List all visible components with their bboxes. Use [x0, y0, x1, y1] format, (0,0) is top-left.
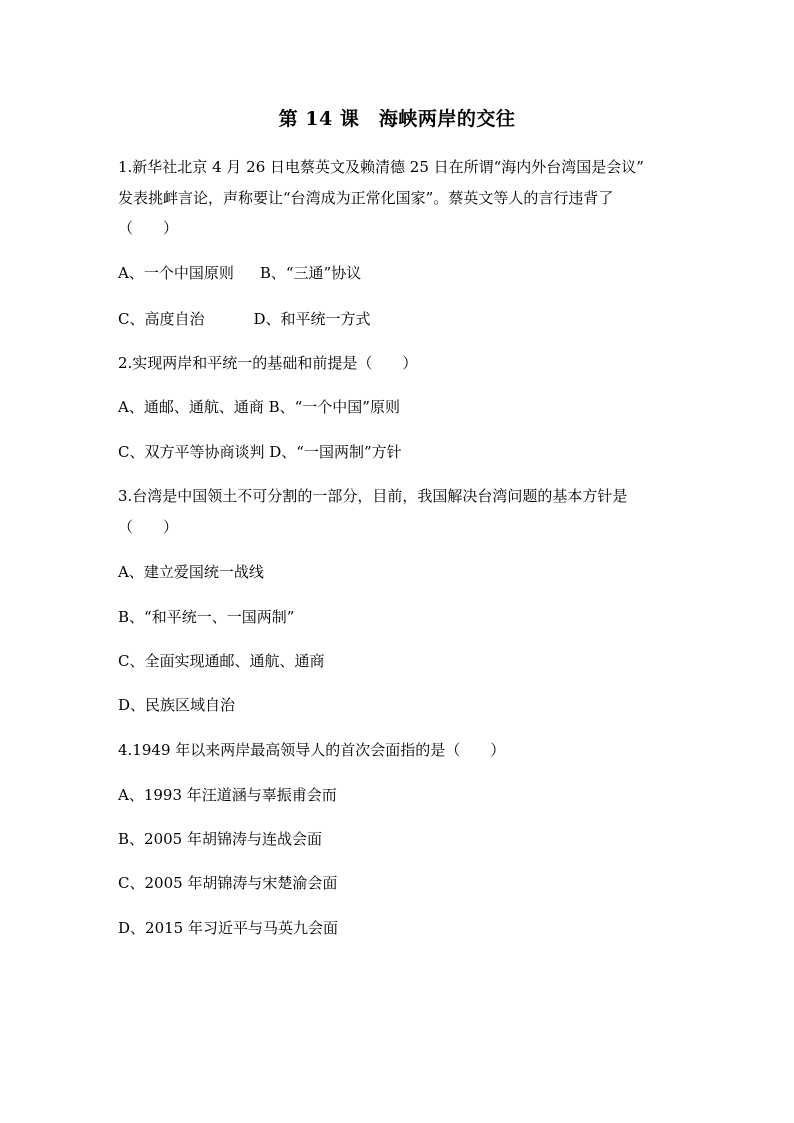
question-1-options-row-2 [118, 310, 698, 328]
question-3-stem: 3.台湾是中国领土不可分割的一部分，目前，我国解决台湾问题的基本方针是 [118, 487, 628, 505]
question-4-stem: 4.1949 年以来两岸最高领导人的首次会面指的是（ ） [118, 741, 506, 759]
question-3-blank: （ ） [118, 518, 179, 536]
question-3-option-b: B、“和平统一、一国两制” [118, 608, 295, 626]
question-1-blank: （ ） [118, 219, 179, 237]
question-4-option-a: A、1993 年汪道涵与辜振甫会而 [118, 786, 337, 804]
question-1-option-c: C、高度自治 [118, 310, 205, 328]
question-4-option-c: C、2005 年胡锦涛与宋楚渝会面 [118, 874, 338, 892]
question-3-option-a: A、建立爱国统一战线 [118, 563, 264, 581]
question-4-option-d: D、2015 年习近平与马英九会面 [118, 919, 338, 937]
question-1-option-a: A、一个中国原则 [118, 264, 234, 282]
question-2-options-ab: A、通邮、通航、通商 B、“一个中国”原则 [118, 398, 400, 416]
question-2-options-cd: C、双方平等协商谈判 D、“一国两制”方针 [118, 443, 402, 461]
question-1-options-row-1 [118, 264, 698, 282]
question-3-option-d: D、民族区域自治 [118, 696, 236, 714]
question-3-option-c: C、全面实现通邮、通航、通商 [118, 652, 325, 670]
page-title: 第 14 课 海峡两岸的交往 [278, 108, 516, 130]
question-2-stem: 2.实现两岸和平统一的基础和前提是（ ） [118, 354, 418, 372]
question-1-option-d: D、和平统一方式 [253, 310, 371, 328]
question-1-line-2: 发表挑衅言论，声称要让“台湾成为正常化国家”。蔡英文等人的言行违背了 [118, 189, 614, 207]
question-1-line-1: 1.新华社北京 4 月 26 日电蔡英文及赖清德 25 日在所谓“海内外台湾国是会议” [118, 158, 644, 176]
question-4-option-b: B、2005 年胡锦涛与连战会面 [118, 830, 322, 848]
question-1-option-b: B、“三通”协议 [259, 264, 362, 282]
